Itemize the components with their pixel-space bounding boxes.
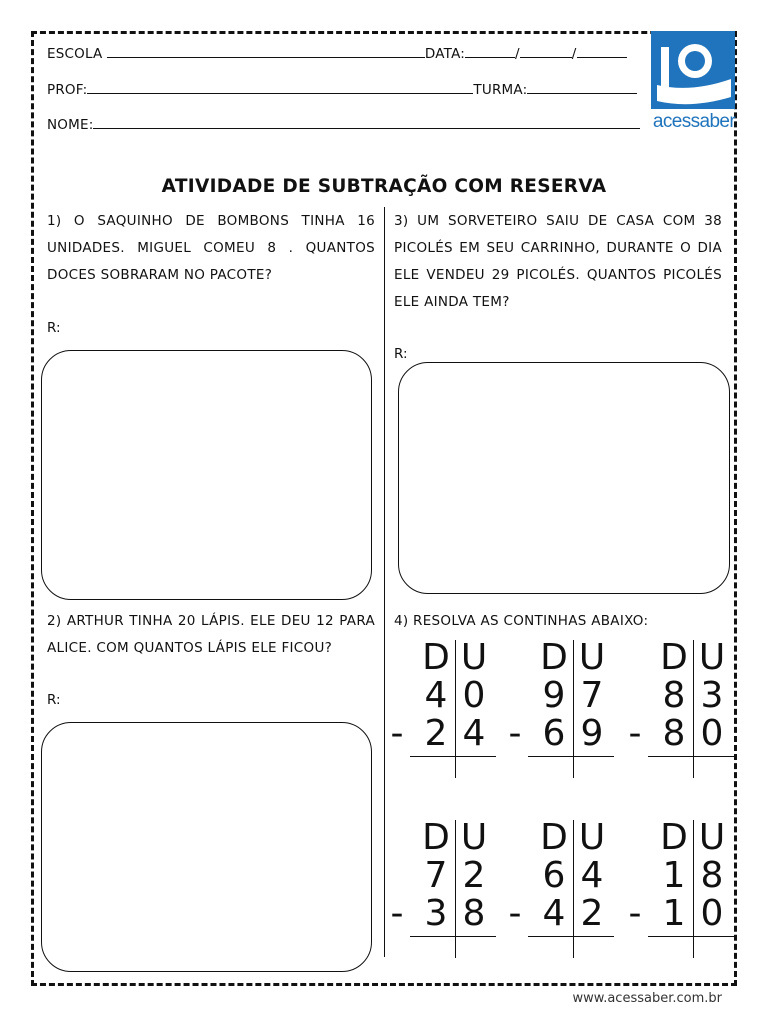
minus-sign: - xyxy=(628,893,642,934)
minus-sign: - xyxy=(390,893,404,934)
subtraction-exercises xyxy=(390,636,732,976)
subtrahend-digit: 4 xyxy=(462,713,486,754)
header-prof-row xyxy=(47,80,637,98)
dezena-header: D xyxy=(540,637,568,678)
unidade-header: U xyxy=(698,637,726,678)
minus-sign: - xyxy=(508,893,522,934)
escola-label: ESCOLA xyxy=(47,46,103,62)
unidade-header: U xyxy=(698,817,726,858)
question-3-answer-label: R: xyxy=(394,346,408,362)
minuend-digit: 8 xyxy=(662,675,686,716)
header-escola-row xyxy=(47,44,627,62)
data-year-blank[interactable] xyxy=(577,44,627,58)
escola-blank[interactable] xyxy=(107,44,425,58)
data-label: DATA: xyxy=(424,46,466,62)
minuend-digit: 7 xyxy=(580,675,604,716)
result-line xyxy=(528,756,614,757)
question-1-answer-label: R: xyxy=(47,320,61,336)
place-value-divider xyxy=(573,820,574,958)
subtraction-block xyxy=(508,636,618,796)
question-3-answer-box[interactable] xyxy=(398,362,730,594)
logo-mark-icon xyxy=(651,31,735,109)
subtraction-block xyxy=(628,636,738,796)
subtrahend-digit: 2 xyxy=(580,893,604,934)
dezena-header: D xyxy=(422,637,450,678)
subtraction-block xyxy=(390,636,500,796)
subtrahend-digit: 6 xyxy=(542,713,566,754)
minuend-digit: 4 xyxy=(580,855,604,896)
result-line xyxy=(528,936,614,937)
question-4-text: 4) RESOLVA AS CONTINHAS ABAIXO: xyxy=(394,613,649,629)
dezena-header: D xyxy=(660,817,688,858)
unidade-header: U xyxy=(460,637,488,678)
subtrahend-digit: 4 xyxy=(542,893,566,934)
subtrahend-digit: 0 xyxy=(700,713,724,754)
page-title: ATIVIDADE DE SUBTRAÇÃO COM RESERVA xyxy=(161,176,607,197)
minus-sign: - xyxy=(508,713,522,754)
result-line xyxy=(410,936,496,937)
question-2-text: 2) ARTHUR TINHA 20 LÁPIS. ELE DEU 12 PARA ALICE. COM QUANTOS LÁPIS ELE FICOU? xyxy=(47,613,375,656)
subtrahend-digit: 0 xyxy=(700,893,724,934)
date-slash: / xyxy=(515,46,520,62)
unidade-header: U xyxy=(578,637,606,678)
subtrahend-digit: 9 xyxy=(580,713,604,754)
minus-sign: - xyxy=(628,713,642,754)
turma-label: TURMA: xyxy=(473,82,528,98)
subtrahend-digit: 8 xyxy=(662,713,686,754)
place-value-divider xyxy=(455,640,456,778)
subtraction-block xyxy=(390,816,500,976)
nome-blank[interactable] xyxy=(93,115,640,129)
place-value-divider xyxy=(455,820,456,958)
footer-url: www.acessaber.com.br xyxy=(572,991,722,1006)
subtrahend-digit: 8 xyxy=(462,893,486,934)
unidade-header: U xyxy=(578,817,606,858)
result-line xyxy=(410,756,496,757)
dezena-header: D xyxy=(660,637,688,678)
data-day-blank[interactable] xyxy=(465,44,515,58)
place-value-divider xyxy=(693,820,694,958)
dezena-header: D xyxy=(540,817,568,858)
dezena-header: D xyxy=(422,817,450,858)
minuend-digit: 8 xyxy=(700,855,724,896)
unidade-header: U xyxy=(460,817,488,858)
subtraction-block xyxy=(628,816,738,976)
minuend-digit: 4 xyxy=(424,675,448,716)
date-slash: / xyxy=(571,46,577,62)
minuend-digit: 0 xyxy=(462,675,486,716)
header-nome-row xyxy=(47,115,640,133)
question-2-answer-box[interactable] xyxy=(41,722,372,972)
turma-blank[interactable] xyxy=(527,80,637,94)
result-line xyxy=(648,756,734,757)
acessaber-logo xyxy=(651,31,737,134)
minuend-digit: 9 xyxy=(542,675,566,716)
minus-sign: - xyxy=(390,713,404,754)
question-3-text: 3) UM SORVETEIRO SAIU DE CASA COM 38 PICOLÉS EM SEU CARRINHO, DURANTE O DIA ELE VENDEU 29 PICOLÉS. QUANTOS PICOLÉS ELE AINDA TEM? xyxy=(394,213,722,310)
subtrahend-digit: 2 xyxy=(424,713,448,754)
result-line xyxy=(648,936,734,937)
subtraction-block xyxy=(508,816,618,976)
subtrahend-digit: 1 xyxy=(662,893,686,934)
place-value-divider xyxy=(573,640,574,778)
question-2-answer-label: R: xyxy=(47,692,61,708)
nome-label: NOME: xyxy=(47,117,94,133)
logo-text: acessaber xyxy=(652,111,736,132)
minuend-digit: 7 xyxy=(424,855,448,896)
question-1-text: 1) O SAQUINHO DE BOMBONS TINHA 16 UNIDADES. MIGUEL COMEU 8 . QUANTOS DOCES SOBRARAM NO PACOTE? xyxy=(47,213,375,283)
minuend-digit: 1 xyxy=(662,855,686,896)
place-value-divider xyxy=(693,640,694,778)
minuend-digit: 2 xyxy=(462,855,486,896)
prof-blank[interactable] xyxy=(87,80,473,94)
data-month-blank[interactable] xyxy=(520,44,572,58)
prof-label: PROF: xyxy=(47,82,88,98)
minuend-digit: 3 xyxy=(700,675,724,716)
minuend-digit: 6 xyxy=(542,855,566,896)
question-1-answer-box[interactable] xyxy=(41,350,372,600)
subtrahend-digit: 3 xyxy=(424,893,448,934)
column-divider xyxy=(384,207,385,957)
